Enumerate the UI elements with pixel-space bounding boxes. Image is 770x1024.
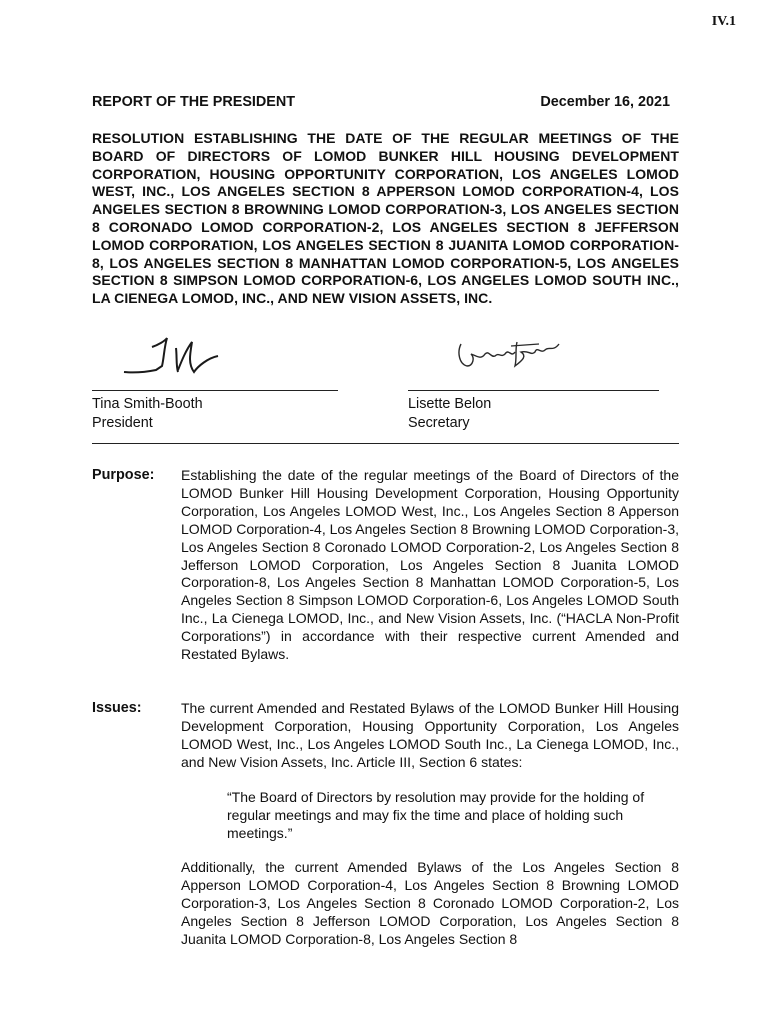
secretary-signature-line — [408, 390, 659, 391]
report-header — [92, 94, 678, 110]
section-divider — [92, 443, 679, 444]
secretary-block — [408, 395, 491, 433]
president-name: Tina Smith-Booth — [92, 396, 203, 412]
issues-label: Issues: — [92, 700, 142, 716]
issues-paragraph-1: The current Amended and Restated Bylaws of the LOMOD Bunker Hill Housing Development Corporation, Housing Opportunity Corporation, Los Angeles LOMOD West, Inc., Los Angeles LOMOD South Inc., La Cienega LOMOD, Inc., and New Vision Assets, Inc. Article III, Section 6 states: — [181, 700, 679, 770]
president-signature — [118, 332, 228, 382]
quote-line: “The Board of Directors by resolution may provide for the holding of — [227, 789, 645, 805]
purpose-label: Purpose: — [92, 467, 155, 483]
issues-paragraph-2: Additionally, the current Amended Bylaws of the Los Angeles Section 8 Apperson LOMOD Corporation-4, Los Angeles Section 8 Browning LOMOD Corporation-3, Los Angeles Section 8 Coronado LOMOD Corporation-2, Los Angeles Section 8 Jefferson LOMOD Corporation, Los Angeles Section 8 Juanita LOMOD Corporation-8, Los Angeles Section 8 — [181, 859, 679, 947]
purpose-text: Establishing the date of the regular meetings of the Board of Directors of the LOMOD Bunker Hill Housing Development Corporation, Housing Opportunity Corporation, Los Angeles LOMOD West, Inc., Los Angeles Section 8 Apperson LOMOD Corporation-4, Los Angeles Section 8 Browning LOMOD Corporation-3, Los Angeles Section 8 Coronado LOMOD Corporation-2, Los Angeles Section 8 Jefferson LOMOD Corporation, Los Angeles Section 8 Juanita LOMOD Corporation-8, Los Angeles Section 8 Manhattan LOMOD Corporation-5, Los Angeles Section 8 Simpson LOMOD Corporation-6, Los Angeles LOMOD South Inc., La Cienega LOMOD, Inc., and New Vision Assets, Inc. (“HACLA Non-Profit Corporations”) in accordance with their respective current Amended and Restated Bylaws. — [181, 467, 680, 663]
secretary-signature — [455, 336, 567, 372]
report-date: December 16, 2021 — [540, 94, 670, 110]
secretary-name: Lisette Belon — [408, 396, 492, 412]
president-block — [92, 395, 203, 433]
bylaws-quote — [227, 789, 682, 843]
quote-line: regular meetings and may fix the time and place of holding such — [227, 806, 624, 823]
resolution-title: RESOLUTION ESTABLISHING THE DATE OF THE REGULAR MEETINGS OF THE BOARD OF DIRECTORS OF LOMOD BUNKER HILL HOUSING DEVELOPMENT CORPORATION, HOUSING OPPORTUNITY CORPORATION, LOS ANGELES LOMOD WEST, INC., LOS ANGELES SECTION 8 APPERSON LOMOD CORPORATION-4, LOS ANGELES SECTION 8 BROWNING LOMOD CORPORATION-3, LOS ANGELES SECTION 8 CORONADO LOMOD CORPORATION-2, LOS ANGELES SECTION 8 JEFFERSON LOMOD CORPORATION, LOS ANGELES SECTION 8 JUANITA LOMOD CORPORATION-8, LOS ANGELES SECTION 8 MANHATTAN LOMOD CORPORATION-5, LOS ANGELES SECTION 8 SIMPSON LOMOD CORPORATION-6, LOS ANGELES LOMOD SOUTH INC., LA CIENEGA LOMOD, INC., AND NEW VISION ASSETS, INC. — [92, 130, 679, 307]
page-code: IV.1 — [711, 14, 736, 29]
quote-line: meetings.” — [227, 824, 293, 841]
president-signature-line — [92, 390, 338, 391]
president-role: President — [92, 415, 153, 431]
secretary-role: Secretary — [408, 415, 470, 431]
report-title: REPORT OF THE PRESIDENT — [92, 94, 296, 110]
